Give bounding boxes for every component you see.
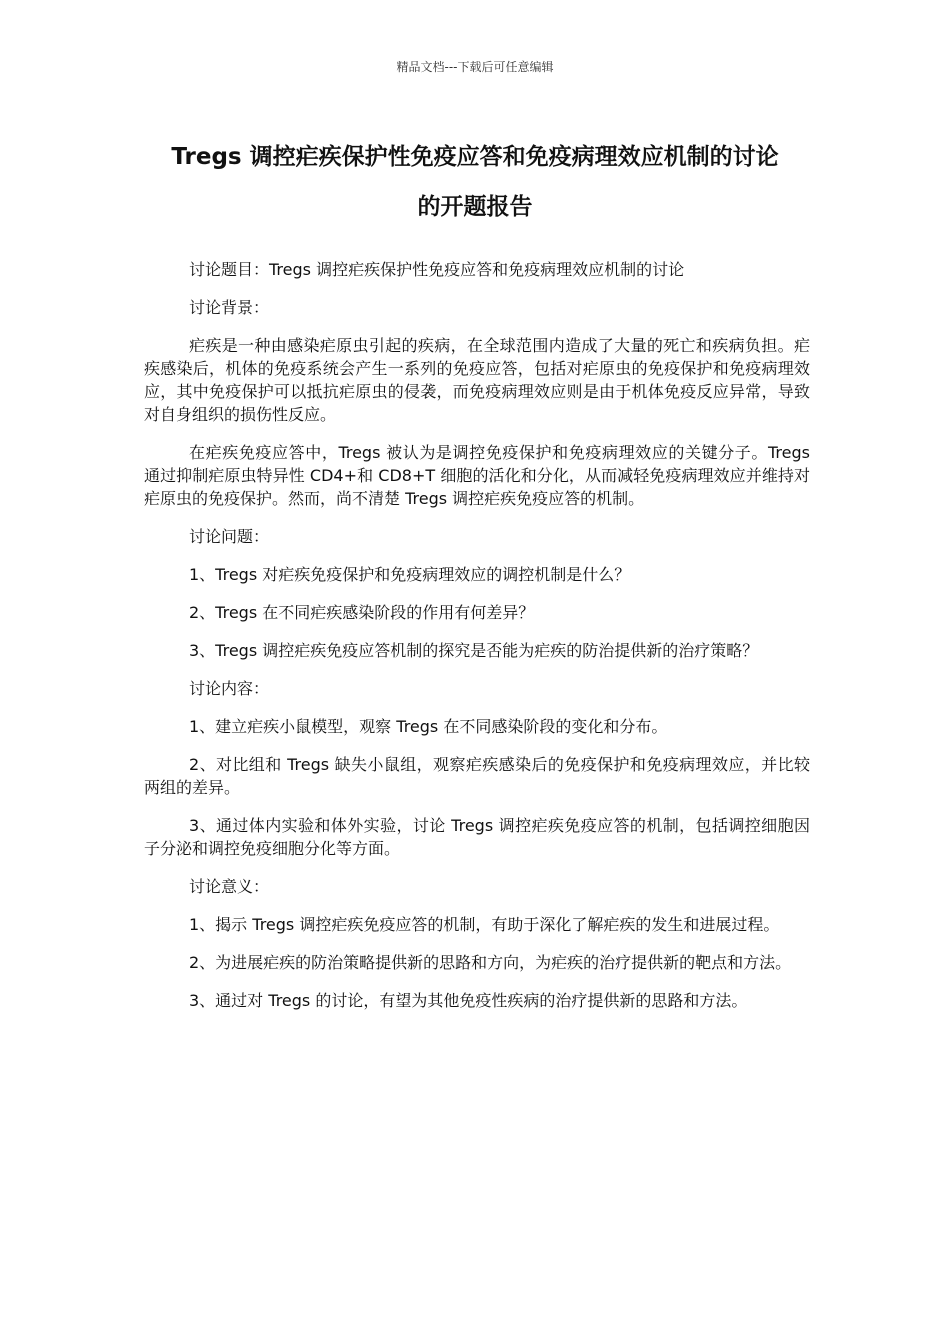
heading-significance: 讨论意义： xyxy=(189,877,270,896)
heading-background: 讨论背景： xyxy=(189,298,270,317)
question-item-3: 3、Tregs 调控疟疾免疫应答机制的探究是否能为疟疾的防治提供新的治疗策略？ xyxy=(189,641,759,660)
significance-item-1: 1、揭示 Tregs 调控疟疾免疫应答的机制，有助于深化了解疟疾的发生和进展过程。 xyxy=(189,915,780,934)
document-title xyxy=(140,132,810,232)
paragraph-background-2: 在疟疾免疫应答中，Tregs 被认为是调控免疫保护和免疫病理效应的关键分子。Tregs 通过抑制疟原虫特异性 CD4+和 CD8+T 细胞的活化和分化，从而减轻免疫病理效应并维持对疟原虫的免疫保护。然而，尚不清楚 Tregs 调控疟疾免疫应答的机制。 xyxy=(144,443,810,508)
heading-questions: 讨论问题： xyxy=(189,527,270,546)
significance-item-2: 2、为进展疟疾的防治策略提供新的思路和方向，为疟疾的治疗提供新的靶点和方法。 xyxy=(189,953,792,972)
heading-content: 讨论内容： xyxy=(189,679,270,698)
question-item-1: 1、Tregs 对疟疾免疫保护和免疫病理效应的调控机制是什么？ xyxy=(189,565,631,584)
paragraph-topic: 讨论题目：Tregs 调控疟疾保护性免疫应答和免疫病理效应机制的讨论 xyxy=(189,260,685,279)
question-item-2: 2、Tregs 在不同疟疾感染阶段的作用有何差异？ xyxy=(189,603,535,622)
document-body xyxy=(144,258,810,1027)
title-line-1: Tregs 调控疟疾保护性免疫应答和免疫病理效应机制的讨论 xyxy=(171,144,779,170)
content-item-1: 1、建立疟疾小鼠模型，观察 Tregs 在不同感染阶段的变化和分布。 xyxy=(189,717,668,736)
page-header: 精品文档---下载后可任意编辑 xyxy=(396,60,554,74)
content-item-2: 2、对比组和 Tregs 缺失小鼠组，观察疟疾感染后的免疫保护和免疫病理效应，并比较两组的差异。 xyxy=(144,755,810,797)
significance-item-3: 3、通过对 Tregs 的讨论，有望为其他免疫性疾病的治疗提供新的思路和方法。 xyxy=(189,991,748,1010)
content-item-3: 3、通过体内实验和体外实验，讨论 Tregs 调控疟疾免疫应答的机制，包括调控细胞因子分泌和调控免疫细胞分化等方面。 xyxy=(144,816,810,858)
paragraph-background-1: 疟疾是一种由感染疟原虫引起的疾病，在全球范围内造成了大量的死亡和疾病负担。疟疾感染后，机体的免疫系统会产生一系列的免疫应答，包括对疟原虫的免疫保护和免疫病理效应，其中免疫保护可以抵抗疟原虫的侵袭，而免疫病理效应则是由于机体免疫反应异常，导致对自身组织的损伤性反应。 xyxy=(144,336,810,424)
title-line-2: 的开题报告 xyxy=(417,194,533,220)
